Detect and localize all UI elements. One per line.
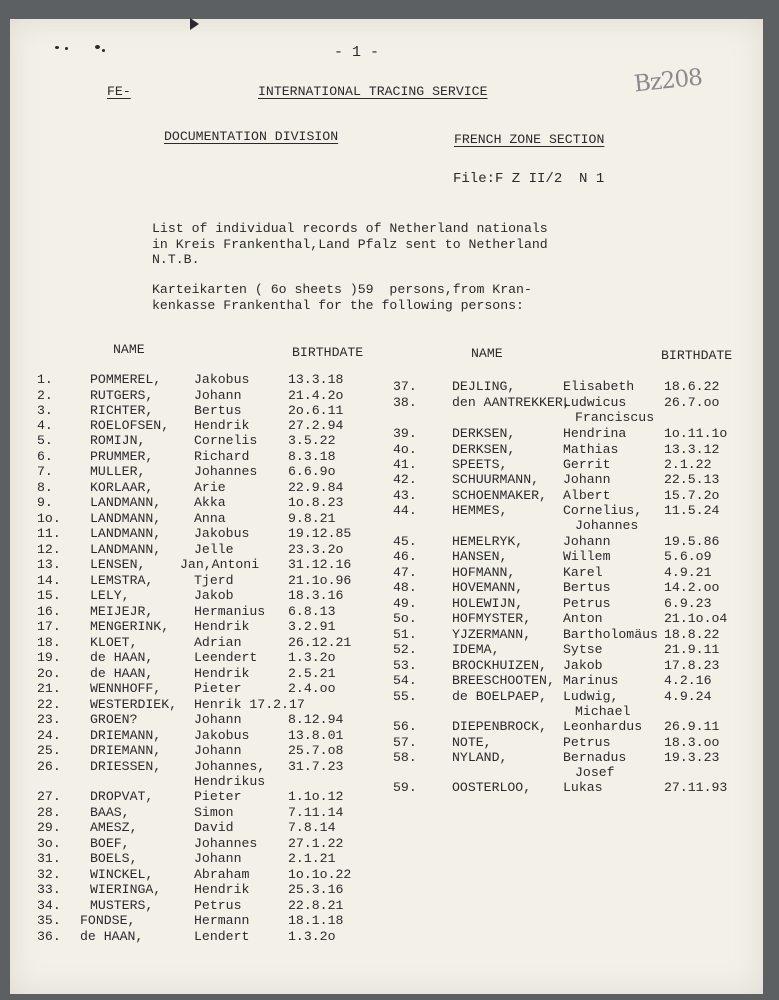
- record-birthdate: 8.12.94: [288, 712, 344, 727]
- record-surname: ROMIJN,: [90, 433, 146, 448]
- intro-line-4: Karteikarten ( 6o sheets )59 persons,from Kran-: [152, 282, 532, 297]
- record-surname: DERKSEN,: [452, 426, 516, 441]
- intro-line-3: N.T.B.: [152, 252, 200, 267]
- record-number: 18.: [37, 635, 61, 650]
- record-birthdate: 7.11.14: [288, 805, 344, 820]
- record-number: 24.: [37, 728, 61, 743]
- record-birthdate: 27.2.94: [288, 418, 344, 433]
- record-birthdate: 6.6.9o: [288, 464, 336, 479]
- record-surname: HANSEN,: [452, 549, 508, 564]
- record-number: 2o.: [37, 666, 61, 681]
- handwritten-stamp: Bz208: [632, 64, 704, 98]
- record-given-name: Johann: [194, 388, 242, 403]
- record-number: 27.: [37, 789, 61, 804]
- record-number: 4o.: [393, 442, 417, 457]
- record-given-name: Ludwig,: [563, 689, 619, 704]
- left-name-header: NAME: [113, 342, 145, 357]
- record-surname: DRIESSEN,: [90, 759, 162, 774]
- fe-label: FE-: [107, 84, 131, 99]
- record-surname: DIEPENBROCK,: [452, 719, 547, 734]
- record-given-name: Cornelis: [194, 433, 258, 448]
- record-birthdate: 15.7.2o: [664, 488, 720, 503]
- record-given-name: Arie: [194, 480, 226, 495]
- record-birthdate: 21.9.11: [664, 642, 720, 657]
- record-surname: HOVEMANN,: [452, 580, 524, 595]
- right-birthdate-header: BIRTHDATE: [661, 348, 733, 363]
- record-given-name: Hermanius: [194, 604, 266, 619]
- record-birthdate: 4.9.24: [664, 689, 712, 704]
- record-given-name: Hendrik: [194, 666, 250, 681]
- record-given-name: Jelle: [194, 542, 234, 557]
- record-given-name: David: [194, 820, 234, 835]
- record-number: 6.: [37, 449, 53, 464]
- record-birthdate: 19.3.23: [664, 750, 720, 765]
- record-given-name: Bartholomäus: [563, 627, 658, 642]
- record-number: 43.: [393, 488, 417, 503]
- record-number: 3.: [37, 403, 53, 418]
- record-number: 14.: [37, 573, 61, 588]
- organization-title: INTERNATIONAL TRACING SERVICE: [258, 84, 488, 99]
- record-birthdate: 25.7.o8: [288, 743, 344, 758]
- record-given-name: Johann: [194, 851, 242, 866]
- record-given-name: Bernadus: [563, 750, 627, 765]
- record-birthdate: 26.7.oo: [664, 395, 720, 410]
- record-given-name: Willem: [563, 549, 611, 564]
- record-birthdate: 19.12.85: [288, 526, 352, 541]
- record-number: 29.: [37, 820, 61, 835]
- record-birthdate: 6.9.23: [664, 596, 712, 611]
- record-surname: LANDMANN,: [90, 511, 162, 526]
- record-number: 5o.: [393, 611, 417, 626]
- record-surname: de HAAN,: [80, 929, 144, 944]
- record-surname: DRIEMANN,: [90, 728, 162, 743]
- record-surname: MULLER,: [90, 464, 146, 479]
- record-surname: WIERINGA,: [90, 882, 162, 897]
- record-number: 26.: [37, 759, 61, 774]
- record-surname: RUTGERS,: [90, 388, 154, 403]
- record-given-name: Johann: [194, 743, 242, 758]
- record-birthdate: 26.9.11: [664, 719, 720, 734]
- record-given-name: Petrus: [563, 735, 611, 750]
- record-birthdate: 13.3.18: [288, 372, 344, 387]
- record-given-name: Lukas: [563, 780, 603, 795]
- record-given-name-extra: Franciscus: [575, 410, 655, 425]
- record-surname: LENSEN,: [90, 557, 146, 572]
- record-number: 47.: [393, 565, 417, 580]
- record-surname: MENGERINK,: [90, 619, 170, 634]
- record-given-name: Jan,Antoni: [180, 557, 260, 572]
- record-number: 58.: [393, 750, 417, 765]
- record-surname: DERKSEN,: [452, 442, 516, 457]
- record-given-name: Marinus: [563, 673, 619, 688]
- record-given-name: Jakobus: [194, 526, 250, 541]
- record-surname: NYLAND,: [452, 750, 508, 765]
- record-number: 36.: [37, 929, 61, 944]
- record-surname: HOFMYSTER,: [452, 611, 532, 626]
- record-birthdate: 14.2.oo: [664, 580, 720, 595]
- record-given-name: Gerrit: [563, 457, 611, 472]
- record-given-name: Leendert: [194, 650, 258, 665]
- record-surname: AMESZ,: [90, 820, 138, 835]
- record-birthdate: 8.3.18: [288, 449, 336, 464]
- record-number: 46.: [393, 549, 417, 564]
- record-birthdate: 3.5.22: [288, 433, 336, 448]
- record-birthdate: 7.8.14: [288, 820, 336, 835]
- record-surname: de BOELPAEP,: [452, 689, 547, 704]
- page-number: - 1 -: [334, 44, 380, 61]
- record-given-name: Akka: [194, 495, 226, 510]
- record-given-name: Pieter: [194, 789, 242, 804]
- record-number: 41.: [393, 457, 417, 472]
- division-title: DOCUMENTATION DIVISION: [164, 129, 339, 144]
- record-surname: SCHUURMANN,: [452, 472, 540, 487]
- record-given-name: Richard: [194, 449, 250, 464]
- record-number: 28.: [37, 805, 61, 820]
- record-given-name: Petrus: [194, 898, 242, 913]
- record-number: 31.: [37, 851, 61, 866]
- record-given-name: Henrik 17.2.17: [194, 697, 305, 712]
- record-birthdate: 13.8.01: [288, 728, 344, 743]
- record-surname: NOTE,: [452, 735, 492, 750]
- record-birthdate: 18.8.22: [664, 627, 720, 642]
- record-surname: OOSTERLOO,: [452, 780, 532, 795]
- record-number: 51.: [393, 627, 417, 642]
- record-birthdate: 21.1o.o4: [664, 611, 728, 626]
- record-number: 48.: [393, 580, 417, 595]
- record-surname: BOEF,: [90, 836, 130, 851]
- file-reference: File:F Z II/2 N 1: [453, 171, 605, 187]
- record-surname: WESTERDIEK,: [90, 697, 178, 712]
- intro-line-1: List of individual records of Netherland nationals: [152, 221, 548, 236]
- record-given-name: Albert: [563, 488, 611, 503]
- record-birthdate: 2.5.21: [288, 666, 336, 681]
- record-number: 52.: [393, 642, 417, 657]
- record-number: 7.: [37, 464, 53, 479]
- record-surname: LANDMANN,: [90, 495, 162, 510]
- record-number: 33.: [37, 882, 61, 897]
- record-number: 55.: [393, 689, 417, 704]
- record-given-name: Cornelius,: [563, 503, 643, 518]
- record-number: 42.: [393, 472, 417, 487]
- record-number: 57.: [393, 735, 417, 750]
- record-birthdate: 2.4.oo: [288, 681, 336, 696]
- record-given-name: Adrian: [194, 635, 242, 650]
- record-birthdate: 27.1.22: [288, 836, 344, 851]
- record-surname: SCHOENMAKER,: [452, 488, 547, 503]
- record-given-name: Johann: [194, 712, 242, 727]
- record-given-name: Tjerd: [194, 573, 234, 588]
- record-surname: PRUMMER,: [90, 449, 154, 464]
- record-number: 35.: [37, 913, 61, 928]
- record-birthdate: 22.9.84: [288, 480, 344, 495]
- record-given-name: Johann: [563, 472, 611, 487]
- record-number: 19.: [37, 650, 61, 665]
- intro-line-2: in Kreis Frankenthal,Land Pfalz sent to Netherland: [152, 237, 548, 252]
- record-given-name-extra: Johannes: [575, 518, 639, 533]
- record-birthdate: 2.1.22: [664, 457, 712, 472]
- record-surname: LANDMANN,: [90, 526, 162, 541]
- record-given-name: Anna: [194, 511, 226, 526]
- record-number: 21.: [37, 681, 61, 696]
- record-number: 39.: [393, 426, 417, 441]
- record-birthdate: 18.1.18: [288, 913, 344, 928]
- record-given-name: Hendrik: [194, 619, 250, 634]
- record-surname: LANDMANN,: [90, 542, 162, 557]
- record-number: 37.: [393, 379, 417, 394]
- record-surname: WINCKEL,: [90, 867, 154, 882]
- record-surname: KORLAAR,: [90, 480, 154, 495]
- record-surname: GROEN?: [90, 712, 138, 727]
- record-birthdate: 21.1o.96: [288, 573, 352, 588]
- record-birthdate: 18.3.16: [288, 588, 344, 603]
- record-given-name: Anton: [563, 611, 603, 626]
- record-surname: de HAAN,: [90, 666, 154, 681]
- record-surname: BREESCHOOTEN,: [452, 673, 555, 688]
- record-surname: ROELOFSEN,: [90, 418, 170, 433]
- record-given-name: Hendrik: [194, 418, 250, 433]
- record-birthdate: 5.6.o9: [664, 549, 712, 564]
- record-number: 44.: [393, 503, 417, 518]
- record-number: 15.: [37, 588, 61, 603]
- record-birthdate: 1o.1o.22: [288, 867, 352, 882]
- record-surname: de HAAN,: [90, 650, 154, 665]
- record-birthdate: 27.11.93: [664, 780, 728, 795]
- record-surname: LELY,: [90, 588, 130, 603]
- record-given-name: Abraham: [194, 867, 250, 882]
- record-birthdate: 22.5.13: [664, 472, 720, 487]
- record-birthdate: 26.12.21: [288, 635, 352, 650]
- record-surname: BAAS,: [90, 805, 130, 820]
- record-given-name: Hendrina: [563, 426, 627, 441]
- record-given-name: Elisabeth: [563, 379, 635, 394]
- record-birthdate: 31.7.23: [288, 759, 344, 774]
- record-birthdate: 23.3.2o: [288, 542, 344, 557]
- record-number: 2.: [37, 388, 53, 403]
- record-surname: SPEETS,: [452, 457, 508, 472]
- record-number: 4.: [37, 418, 53, 433]
- record-number: 23.: [37, 712, 61, 727]
- record-number: 3o.: [37, 836, 61, 851]
- record-surname: DRIEMANN,: [90, 743, 162, 758]
- record-number: 13.: [37, 557, 61, 572]
- record-surname: IDEMA,: [452, 642, 500, 657]
- record-given-name: Johann: [563, 534, 611, 549]
- record-given-name: Jakobus: [194, 728, 250, 743]
- record-number: 49.: [393, 596, 417, 611]
- record-given-name: Jakob: [563, 658, 603, 673]
- record-birthdate: 1.3.2o: [288, 650, 336, 665]
- record-surname: FONDSE,: [80, 913, 136, 928]
- record-surname: HEMMES,: [452, 503, 508, 518]
- record-given-name: Hermann: [194, 913, 250, 928]
- record-surname: HEMELRYK,: [452, 534, 524, 549]
- record-given-name-extra: Michael: [575, 704, 631, 719]
- record-surname: BOELS,: [90, 851, 138, 866]
- record-number: 9.: [37, 495, 53, 510]
- record-birthdate: 1.1o.12: [288, 789, 344, 804]
- record-given-name-extra: Josef: [575, 765, 615, 780]
- record-birthdate: 4.9.21: [664, 565, 712, 580]
- record-number: 12.: [37, 542, 61, 557]
- record-number: 22.: [37, 697, 61, 712]
- record-birthdate: 4.2.16: [664, 673, 712, 688]
- record-number: 59.: [393, 780, 417, 795]
- record-surname: den AANTREKKER,: [452, 395, 571, 410]
- record-given-name: Leonhardus: [563, 719, 643, 734]
- record-birthdate: 1.3.2o: [288, 929, 336, 944]
- record-surname: MUSTERS,: [90, 898, 154, 913]
- record-birthdate: 1o.11.1o: [664, 426, 728, 441]
- record-given-name: Karel: [563, 565, 603, 580]
- record-birthdate: 18.3.oo: [664, 735, 720, 750]
- record-birthdate: 22.8.21: [288, 898, 344, 913]
- record-given-name: Bertus: [194, 403, 242, 418]
- record-surname: DROPVAT,: [90, 789, 154, 804]
- record-surname: KLOET,: [90, 635, 138, 650]
- record-birthdate: 13.3.12: [664, 442, 720, 457]
- record-birthdate: 2o.6.11: [288, 403, 344, 418]
- record-surname: LEMSTRA,: [90, 573, 154, 588]
- record-birthdate: 9.8.21: [288, 511, 336, 526]
- record-surname: YJZERMANN,: [452, 627, 532, 642]
- record-number: 25.: [37, 743, 61, 758]
- right-name-header: NAME: [471, 346, 503, 361]
- record-number: 32.: [37, 867, 61, 882]
- record-given-name: Jakob: [194, 588, 234, 603]
- record-birthdate: 6.8.13: [288, 604, 336, 619]
- record-number: 8.: [37, 480, 53, 495]
- record-number: 56.: [393, 719, 417, 734]
- record-given-name-extra: Hendrikus: [194, 774, 266, 789]
- record-given-name: Lendert: [194, 929, 250, 944]
- record-number: 34.: [37, 898, 61, 913]
- record-given-name: Simon: [194, 805, 234, 820]
- record-given-name: Pieter: [194, 681, 242, 696]
- intro-line-5: kenkasse Frankenthal for the following persons:: [152, 298, 524, 313]
- record-birthdate: 11.5.24: [664, 503, 720, 518]
- record-birthdate: 25.3.16: [288, 882, 344, 897]
- record-number: 5.: [37, 433, 53, 448]
- record-surname: WENNHOFF,: [90, 681, 162, 696]
- record-number: 54.: [393, 673, 417, 688]
- record-surname: HOFMANN,: [452, 565, 516, 580]
- record-given-name: Hendrik: [194, 882, 250, 897]
- record-number: 53.: [393, 658, 417, 673]
- record-surname: HOLEWIJN,: [452, 596, 524, 611]
- record-given-name: Petrus: [563, 596, 611, 611]
- record-birthdate: 31.12.16: [288, 557, 352, 572]
- section-title: FRENCH ZONE SECTION: [454, 132, 605, 147]
- record-surname: BROCKHUIZEN,: [452, 658, 547, 673]
- record-number: 17.: [37, 619, 61, 634]
- record-given-name: Mathias: [563, 442, 619, 457]
- record-birthdate: 21.4.2o: [288, 388, 344, 403]
- record-number: 1.: [37, 372, 53, 387]
- record-given-name: Ludwicus: [563, 395, 627, 410]
- record-given-name: Johannes,: [194, 759, 266, 774]
- record-surname: DEJLING,: [452, 379, 516, 394]
- record-birthdate: 19.5.86: [664, 534, 720, 549]
- record-surname: MEIJEJR,: [90, 604, 154, 619]
- record-surname: RICHTER,: [90, 403, 154, 418]
- record-given-name: Johannes: [194, 464, 258, 479]
- record-number: 45.: [393, 534, 417, 549]
- record-given-name: Sytse: [563, 642, 603, 657]
- record-number: 1o.: [37, 511, 61, 526]
- record-number: 38.: [393, 395, 417, 410]
- record-given-name: Bertus: [563, 580, 611, 595]
- record-birthdate: 3.2.91: [288, 619, 336, 634]
- record-number: 11.: [37, 526, 61, 541]
- record-birthdate: 2.1.21: [288, 851, 336, 866]
- record-birthdate: 1o.8.23: [288, 495, 344, 510]
- record-birthdate: 18.6.22: [664, 379, 720, 394]
- record-birthdate: 17.8.23: [664, 658, 720, 673]
- record-surname: POMMEREL,: [90, 372, 162, 387]
- record-given-name: Jakobus: [194, 372, 250, 387]
- left-birthdate-header: BIRTHDATE: [292, 345, 364, 360]
- record-number: 16.: [37, 604, 61, 619]
- record-given-name: Johannes: [194, 836, 258, 851]
